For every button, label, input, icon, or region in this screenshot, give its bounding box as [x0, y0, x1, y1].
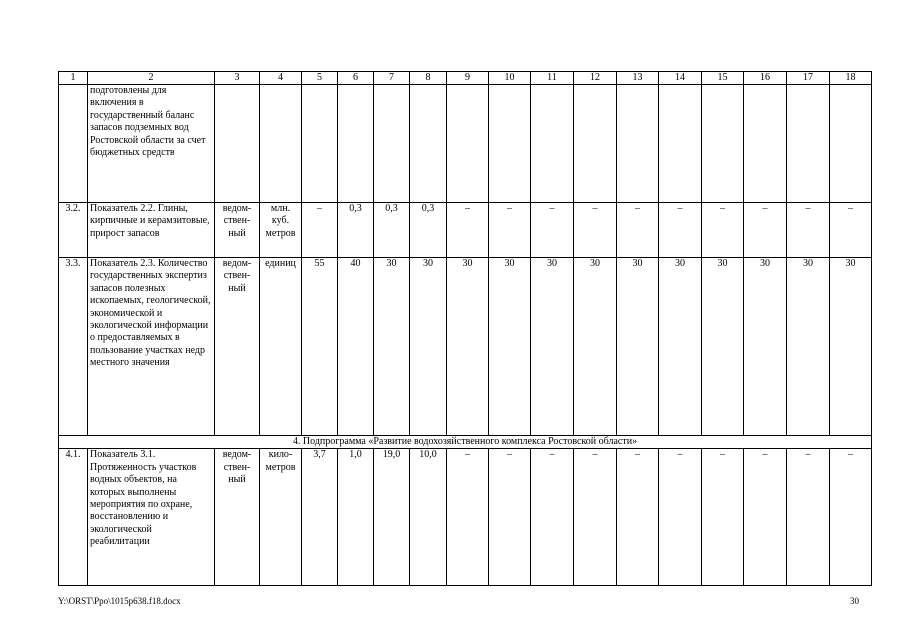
unit: кило-метров	[260, 449, 302, 586]
row-number: 3.2.	[59, 203, 88, 258]
col-number: 5	[302, 72, 338, 85]
page-number: 30	[850, 596, 859, 606]
col-number: 15	[702, 72, 744, 85]
col-number: 10	[489, 72, 531, 85]
col-number: 8	[410, 72, 447, 85]
value-cell: 30	[410, 258, 447, 436]
value-cell: –	[744, 203, 787, 258]
value-cell: 0,3	[410, 203, 447, 258]
value-cell: –	[744, 449, 787, 586]
value-cell	[302, 85, 338, 203]
col-number: 11	[531, 72, 574, 85]
col-number: 2	[88, 72, 215, 85]
value-cell: 0,3	[338, 203, 374, 258]
value-cell: 10,0	[410, 449, 447, 586]
value-cell	[531, 85, 574, 203]
table-row	[59, 85, 872, 203]
value-cell: –	[787, 449, 830, 586]
row-number: 4.1.	[59, 449, 88, 586]
value-cell: 30	[830, 258, 872, 436]
unit: единиц	[260, 258, 302, 436]
unit	[260, 85, 302, 203]
value-cell: 55	[302, 258, 338, 436]
col-number: 13	[617, 72, 659, 85]
col-number: 17	[787, 72, 830, 85]
value-cell	[374, 85, 410, 203]
value-cell: –	[447, 203, 489, 258]
col-number: 14	[659, 72, 702, 85]
value-cell: 30	[574, 258, 617, 436]
indicator-type: ведом-ствен-ный	[215, 449, 260, 586]
value-cell: 40	[338, 258, 374, 436]
value-cell: –	[659, 203, 702, 258]
value-cell: 0,3	[374, 203, 410, 258]
col-number: 6	[338, 72, 374, 85]
indicator-name: подготовлены для включения в государственный баланс запасов подземных вод Ростовской области за счет бюджетных средств	[88, 85, 215, 203]
value-cell	[410, 85, 447, 203]
value-cell: –	[531, 449, 574, 586]
value-cell	[702, 85, 744, 203]
value-cell: –	[830, 449, 872, 586]
indicator-type	[215, 85, 260, 203]
indicator-type: ведом-ствен-ный	[215, 258, 260, 436]
value-cell: –	[489, 203, 531, 258]
indicator-name: Показатель 3.1. Протяженность участков водных объектов, на которых выполнены мероприятия по охране, восстановлению и экологической реабилитации	[88, 449, 215, 586]
value-cell: 30	[787, 258, 830, 436]
col-number: 7	[374, 72, 410, 85]
col-number: 3	[215, 72, 260, 85]
col-number: 16	[744, 72, 787, 85]
col-number: 1	[59, 72, 88, 85]
table-row	[59, 258, 872, 436]
value-cell	[830, 85, 872, 203]
value-cell: –	[830, 203, 872, 258]
value-cell	[787, 85, 830, 203]
table-row	[59, 449, 872, 586]
indicator-type: ведом-ствен-ный	[215, 203, 260, 258]
value-cell: –	[659, 449, 702, 586]
value-cell: –	[531, 203, 574, 258]
value-cell	[489, 85, 531, 203]
column-number-row	[59, 72, 872, 85]
value-cell: –	[617, 203, 659, 258]
value-cell: 30	[617, 258, 659, 436]
value-cell: 3,7	[302, 449, 338, 586]
table-row	[59, 203, 872, 258]
value-cell: 19,0	[374, 449, 410, 586]
value-cell: –	[302, 203, 338, 258]
value-cell: 30	[447, 258, 489, 436]
value-cell	[447, 85, 489, 203]
section-title: 4. Подпрограмма «Развитие водохозяйственного комплекса Ростовской области»	[59, 436, 872, 449]
value-cell: 1,0	[338, 449, 374, 586]
col-number: 12	[574, 72, 617, 85]
value-cell: 30	[744, 258, 787, 436]
value-cell: –	[574, 203, 617, 258]
document-path: Y:\ORST\Ppo\1015p638.f18.docx	[58, 596, 181, 606]
value-cell: –	[702, 203, 744, 258]
value-cell: 30	[702, 258, 744, 436]
value-cell: –	[574, 449, 617, 586]
indicator-table	[58, 71, 872, 586]
row-number: 3.3.	[59, 258, 88, 436]
value-cell: –	[447, 449, 489, 586]
value-cell: 30	[374, 258, 410, 436]
col-number: 9	[447, 72, 489, 85]
unit: млн. куб. метров	[260, 203, 302, 258]
section-row	[59, 436, 872, 449]
row-number	[59, 85, 88, 203]
indicator-name: Показатель 2.3. Количество государственных экспертиз запасов полезных ископаемых, геологической, экономической и экологической информации о предоставляемых в пользование участках недр местного значения	[88, 258, 215, 436]
value-cell	[744, 85, 787, 203]
value-cell: 30	[489, 258, 531, 436]
value-cell	[338, 85, 374, 203]
value-cell: 30	[659, 258, 702, 436]
indicator-name: Показатель 2.2. Глины, кирпичные и керамзитовые, прирост запасов	[88, 203, 215, 258]
col-number: 4	[260, 72, 302, 85]
value-cell	[574, 85, 617, 203]
value-cell: –	[702, 449, 744, 586]
value-cell: –	[489, 449, 531, 586]
value-cell	[659, 85, 702, 203]
value-cell: –	[787, 203, 830, 258]
value-cell: –	[617, 449, 659, 586]
value-cell	[617, 85, 659, 203]
value-cell: 30	[531, 258, 574, 436]
col-number: 18	[830, 72, 872, 85]
